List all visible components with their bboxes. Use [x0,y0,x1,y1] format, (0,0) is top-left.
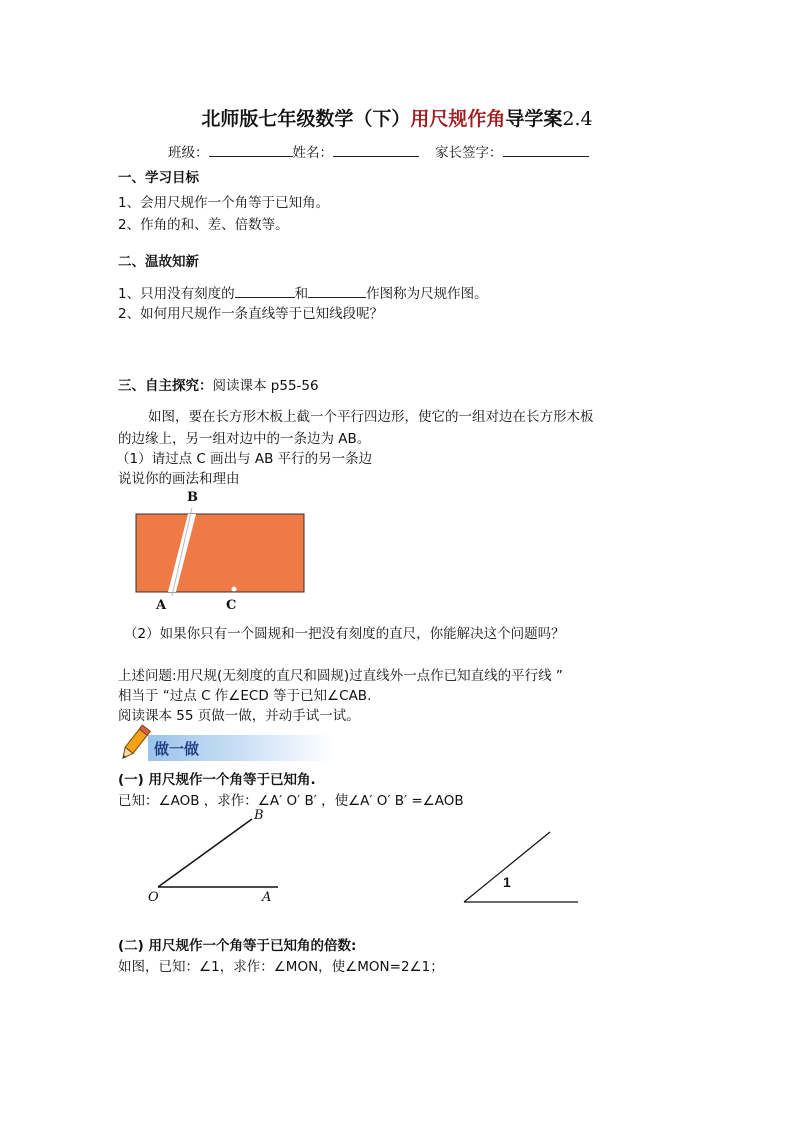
part2-given: 如图，已知：∠1，求作：∠MON，使∠MON=2∠1； [118,959,444,975]
section3-question-2: （2）如果你只有一个圆规和一把没有刻度的直尺，你能解决这个问题吗？ [124,626,565,642]
section3-remark-3: 阅读课本 55 页做一做，并动手试一试。 [118,708,360,724]
section3-paragraph-line2: 的边缘上，另一组对边中的一条边为 AB。 [118,431,371,447]
label-angle-o: O [148,890,159,905]
class-blank[interactable] [209,142,293,157]
title-number: 2.4 [562,108,593,130]
part2-heading: (二) 用尺规作一个角等于已知角的倍数: [118,938,357,954]
angle-aob-figure [150,815,290,895]
section3-heading-tail: 阅读课本 p55-56 [212,378,319,394]
q1-blank-1[interactable] [235,283,295,298]
q1-text-c: 作图称为尺规作图。 [366,286,488,302]
q1-blank-2[interactable] [308,283,366,298]
angle-1-figure [460,828,584,906]
section1-item-2: 2、作角的和、差、倍数等。 [118,217,289,233]
part1-given: 已知：∠AOB ，求作：∠A′ O′ B′ ，使∠A′ O′ B′ =∠AOB [118,793,464,809]
name-label: 姓名： [292,145,333,161]
title-part3: 导学案 [505,108,563,130]
label-b: B [187,490,198,505]
pencil-icon [116,722,152,766]
section3-question-1: （1）请过点 C 画出与 AB 平行的另一条边 [116,451,373,467]
name-blank[interactable] [333,142,419,157]
q1-text-b: 和 [294,286,309,302]
section1-item-1: 1、会用尺规作一个角等于已知角。 [118,195,330,211]
part1-heading: (一) 用尺规作一个角等于已知角. [118,772,316,788]
label-a: A [156,598,167,613]
section3-heading [118,374,319,394]
label-angle-b: B [254,808,264,823]
page-title [0,104,794,131]
section2-question-2: 2、如何用尺规作一条直线等于已知线段呢？ [118,306,384,322]
title-part1: 北师版七年级数学（下） [201,108,411,130]
class-label: 班级： [168,145,209,161]
board-rect [136,514,304,592]
section3-remark-1: 上述问题:用尺规(无刻度的直尺和圆规)过直线外一点作已知直线的平行线 ” [118,668,563,684]
section3-heading-bold: 三、自主探究： [118,378,213,394]
section3-question-1b: 说说你的画法和理由 [118,471,240,487]
exercise-banner [148,735,334,761]
section2-heading: 二、温故知新 [118,254,199,270]
section1-heading: 一、学习目标 [118,170,199,186]
info-line [168,141,589,161]
sign-label: 家长签字： [435,145,503,161]
q1-text-a: 1、只用没有刻度的 [118,286,235,302]
section3-paragraph-line1: 如图，要在长方形木板上截一个平行四边形，使它的一组对边在长方形木板 [148,409,594,425]
angle-1-ray [464,832,550,902]
section3-remark-2: 相当于 “过点 C 作∠ECD 等于已知∠CAB. [118,688,372,704]
title-part2: 用尺规作角 [410,108,506,130]
label-angle-a: A [262,890,272,905]
banner-text: 做一做 [154,740,200,758]
label-angle-1: 1 [503,874,511,890]
ray-ob [158,819,252,887]
point-c [232,587,237,592]
label-c: C [226,598,237,613]
section2-question-1 [118,282,488,302]
sign-blank[interactable] [503,142,589,157]
